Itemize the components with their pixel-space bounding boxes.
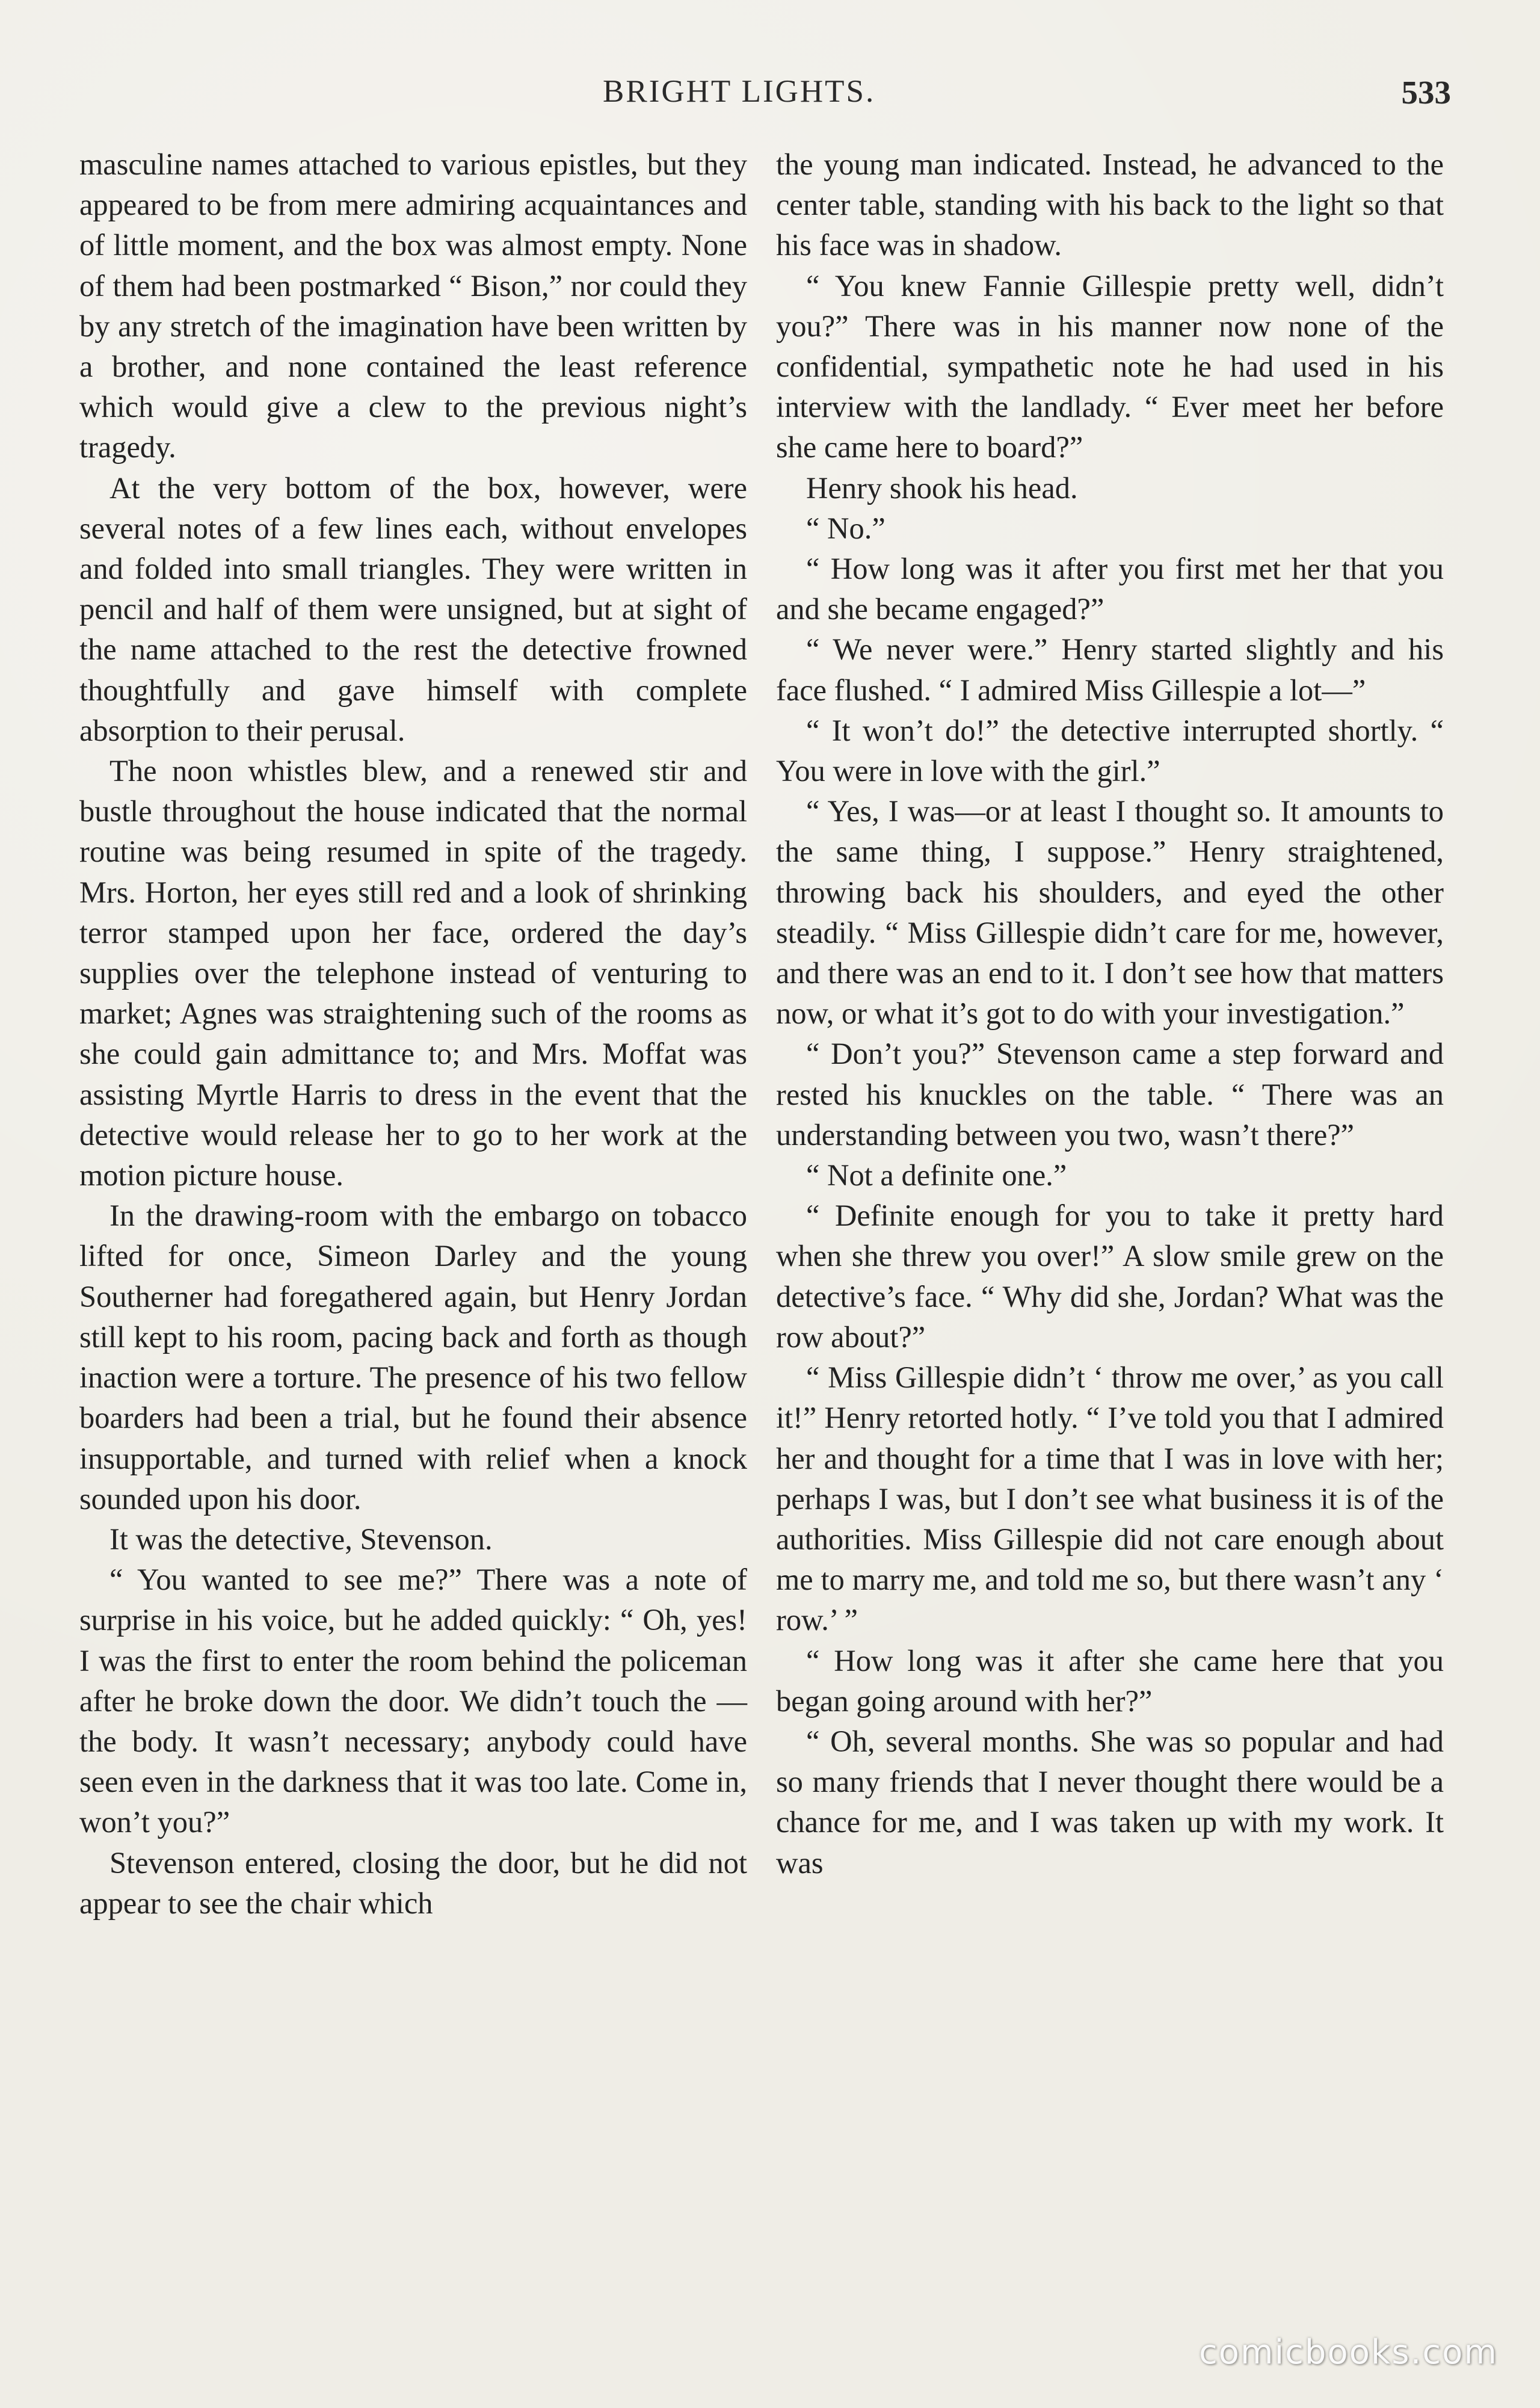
left-column — [79, 144, 747, 1924]
paragraph: the young man indicated. Instead, he advanced to the center table, standing with his back to the light so that his face was in shadow. — [776, 147, 1444, 262]
running-head: BRIGHT LIGHTS. — [603, 74, 876, 109]
source-watermark: comicbooks.com — [1198, 2333, 1498, 2372]
paragraph: “ We never were.” Henry started slightly and his face flushed. “ I admired Miss Gillespie a lot—” — [776, 632, 1444, 707]
paragraph: “ How long was it after you first met her that you and she became engaged?” — [776, 552, 1444, 626]
paragraph: “ Miss Gillespie didn’t ‘ throw me over,’ as you call it!” Henry retorted hotly. “ I’ve told you that I admired her and thought for a time that I was in love with her; perhaps I was, but I don’t see what business it is of the authorities. Miss Gillespie did not care enough about me to marry me, and told me so, but there wasn’t any ‘ row.’ ” — [776, 1360, 1444, 1637]
paragraph: “ Don’t you?” Stevenson came a step forward and rested his knuckles on the table. “ There was an understanding between you two, wasn’t there?” — [776, 1037, 1444, 1152]
paragraph: In the drawing-room with the embargo on tobacco lifted for once, Simeon Darley and the young Southerner had foregathered again, but Henry Jordan still kept to his room, pacing back and forth as though inaction were a torture. The presence of his two fellow boarders had been a trial, but he found their absence insupportable, and turned with relief when a knock sounded upon his door. — [79, 1199, 747, 1516]
paragraph: “ You wanted to see me?” There was a note of surprise in his voice, but he added quickly: “ Oh, yes! I was the first to enter the room behind the policeman after he broke down the door. We didn’t touch the —the body. It wasn’t necessary; anybody could have seen even in the darkness that it was too late. Come in, won’t you?” — [79, 1563, 747, 1839]
paragraph: “ You knew Fannie Gillespie pretty well, didn’t you?” There was in his manner now none of the confidential, sympathetic note he had used in his interview with the landlady. “ Ever meet her before she came here to board?” — [776, 268, 1444, 465]
paragraph: Stevenson entered, closing the door, but he did not appear to see the chair which — [79, 1845, 747, 1920]
paragraph: “ Not a definite one.” — [806, 1158, 1067, 1193]
paragraph: At the very bottom of the box, however, were several notes of a few lines each, without envelopes and folded into small triangles. They were written in pencil and half of them were unsigned, but at sight of the name attached to the rest the detective frowned thoughtfully and gave himself with complete absorption to their perusal. — [79, 471, 747, 747]
paragraph: Henry shook his head. — [806, 471, 1078, 505]
paragraph: “ Oh, several months. She was so popular and had so many friends that I never thought there would be a chance for me, and I was taken up with my work. It was — [776, 1724, 1444, 1880]
paragraph: “ It won’t do!” the detective interrupted shortly. “ You were in love with the girl.” — [776, 713, 1444, 788]
paragraph: It was the detective, Stevenson. — [109, 1522, 493, 1556]
right-column — [776, 144, 1444, 1883]
page-number: 533 — [1401, 74, 1451, 111]
paragraph: “ Yes, I was—or at least I thought so. It amounts to the same thing, I suppose.” Henry straightened, throwing back his shoulders, and eyed the other steadily. “ Miss Gillespie didn’t care for me, however, and there was an end to it. I don’t see how that matters now, or what it’s got to do with your investigation.” — [776, 794, 1444, 1031]
paragraph: “ How long was it after she came here that you began going around with her?” — [776, 1643, 1444, 1718]
paragraph: masculine names attached to various epistles, but they appeared to be from mere admiring acquaintances and of little moment, and the box was almost empty. None of them had been postmarked “ Bison,” nor could they by any stretch of the imagination have been written by a brother, and none contained the least reference which would give a clew to the previous night’s tragedy. — [79, 147, 747, 465]
page-header — [79, 73, 1451, 122]
paragraph: “ Definite enough for you to take it pretty hard when she threw you over!” A slow smile grew on the detective’s face. “ Why did she, Jordan? What was the row about?” — [776, 1199, 1444, 1354]
paragraph: The noon whistles blew, and a renewed stir and bustle throughout the house indicated that the normal routine was being resumed in spite of the tragedy. Mrs. Horton, her eyes still red and a look of shrinking terror stamped upon her face, ordered the day’s supplies over the telephone instead of venturing to market; Agnes was straightening such of the rooms as she could gain admittance to; and Mrs. Moffat was assisting Myrtle Harris to dress in the event that the detective would release her to go to her work at the motion picture house. — [79, 754, 747, 1193]
paragraph: “ No.” — [806, 511, 886, 545]
